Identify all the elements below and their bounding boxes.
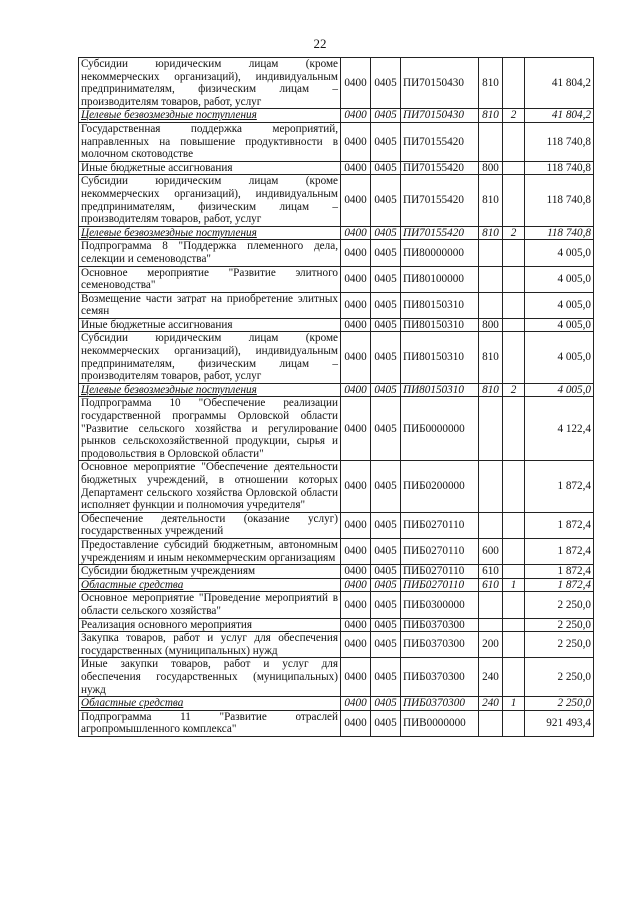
- expense-type-cell: [479, 122, 503, 161]
- section-code-cell: 0400: [341, 538, 371, 564]
- row-name-cell: Субсидии бюджетным учреждениям: [79, 565, 341, 579]
- section-code-cell: 0400: [341, 618, 371, 632]
- expense-type-cell: [479, 266, 503, 292]
- target-article-cell: ПИВ0000000: [401, 710, 479, 736]
- amount-cell: 118 740,8: [525, 226, 594, 240]
- subsection-code-cell: 0405: [371, 618, 401, 632]
- subsection-code-cell: 0405: [371, 175, 401, 226]
- row-name-cell: Целевые безвозмездные поступления: [79, 109, 341, 123]
- section-code-cell: 0400: [341, 318, 371, 332]
- expense-type-cell: 810: [479, 226, 503, 240]
- section-code-cell: 0400: [341, 175, 371, 226]
- funding-source-cell: [503, 266, 525, 292]
- table-row: [79, 512, 594, 538]
- expense-type-cell: [479, 710, 503, 736]
- expense-type-cell: [479, 461, 503, 512]
- target-article-cell: ПИ80100000: [401, 266, 479, 292]
- section-code-cell: 0400: [341, 383, 371, 397]
- budget-table: [78, 57, 594, 737]
- table-row: [79, 658, 594, 697]
- expense-type-cell: 800: [479, 318, 503, 332]
- section-code-cell: 0400: [341, 658, 371, 697]
- target-article-cell: ПИБ0370300: [401, 632, 479, 658]
- section-code-cell: 0400: [341, 578, 371, 592]
- row-name-cell: Иные бюджетные ассигнования: [79, 161, 341, 175]
- row-name-cell: Подпрограмма 10 "Обеспечение реализации государственной программы Орловской области "Развитие сельского хозяйства и регулирование рынков сельскохозяйственной продукции, сырья и продовольствия в Орловской области": [79, 397, 341, 461]
- row-name-cell: Государственная поддержка мероприятий, направленных на повышение продуктивности в молочном скотоводстве: [79, 122, 341, 161]
- amount-cell: 4 005,0: [525, 332, 594, 383]
- target-article-cell: ПИБ0370300: [401, 697, 479, 711]
- funding-source-cell: 1: [503, 697, 525, 711]
- row-name-cell: Субсидии юридическим лицам (кроме некоммерческих организаций), индивидуальным предпринимателям, физическим лицам – производителям товаров, работ, услуг: [79, 332, 341, 383]
- expense-type-cell: [479, 618, 503, 632]
- target-article-cell: ПИ70155420: [401, 226, 479, 240]
- amount-cell: 1 872,4: [525, 461, 594, 512]
- section-code-cell: 0400: [341, 397, 371, 461]
- expense-type-cell: 610: [479, 565, 503, 579]
- subsection-code-cell: 0405: [371, 266, 401, 292]
- row-name-cell: Подпрограмма 8 "Поддержка племенного дела, селекции и семеноводства": [79, 240, 341, 266]
- subsection-code-cell: 0405: [371, 578, 401, 592]
- table-row: [79, 383, 594, 397]
- amount-cell: 1 872,4: [525, 512, 594, 538]
- target-article-cell: ПИБ0270110: [401, 512, 479, 538]
- subsection-code-cell: 0405: [371, 697, 401, 711]
- table-row: [79, 175, 594, 226]
- funding-source-cell: [503, 618, 525, 632]
- subsection-code-cell: 0405: [371, 383, 401, 397]
- table-row: [79, 240, 594, 266]
- table-row: [79, 538, 594, 564]
- section-code-cell: 0400: [341, 332, 371, 383]
- section-code-cell: 0400: [341, 58, 371, 109]
- row-name-cell: Иные закупки товаров, работ и услуг для обеспечения государственных (муниципальных) нужд: [79, 658, 341, 697]
- funding-source-cell: [503, 592, 525, 618]
- amount-cell: 4 005,0: [525, 383, 594, 397]
- expense-type-cell: 800: [479, 161, 503, 175]
- row-name-cell: Субсидии юридическим лицам (кроме некоммерческих организаций), индивидуальным предпринимателям, физическим лицам – производителям товаров, работ, услуг: [79, 175, 341, 226]
- expense-type-cell: 810: [479, 109, 503, 123]
- row-name-cell: Возмещение части затрат на приобретение элитных семян: [79, 292, 341, 318]
- target-article-cell: ПИБ0270110: [401, 578, 479, 592]
- subsection-code-cell: 0405: [371, 538, 401, 564]
- table-row: [79, 632, 594, 658]
- subsection-code-cell: 0405: [371, 318, 401, 332]
- section-code-cell: 0400: [341, 592, 371, 618]
- row-name-cell: Целевые безвозмездные поступления: [79, 383, 341, 397]
- table-row: [79, 318, 594, 332]
- expense-type-cell: 610: [479, 578, 503, 592]
- table-row: [79, 710, 594, 736]
- funding-source-cell: [503, 175, 525, 226]
- amount-cell: 2 250,0: [525, 632, 594, 658]
- subsection-code-cell: 0405: [371, 658, 401, 697]
- section-code-cell: 0400: [341, 461, 371, 512]
- funding-source-cell: [503, 240, 525, 266]
- table-row: [79, 266, 594, 292]
- section-code-cell: 0400: [341, 632, 371, 658]
- funding-source-cell: [503, 565, 525, 579]
- subsection-code-cell: 0405: [371, 161, 401, 175]
- section-code-cell: 0400: [341, 697, 371, 711]
- target-article-cell: ПИ80000000: [401, 240, 479, 266]
- row-name-cell: Целевые безвозмездные поступления: [79, 226, 341, 240]
- target-article-cell: ПИБ0370300: [401, 658, 479, 697]
- amount-cell: 1 872,4: [525, 578, 594, 592]
- funding-source-cell: [503, 58, 525, 109]
- amount-cell: 2 250,0: [525, 697, 594, 711]
- table-row: [79, 578, 594, 592]
- amount-cell: 4 122,4: [525, 397, 594, 461]
- amount-cell: 4 005,0: [525, 318, 594, 332]
- funding-source-cell: 2: [503, 109, 525, 123]
- row-name-cell: Субсидии юридическим лицам (кроме некоммерческих организаций), индивидуальным предпринимателям, физическим лицам – производителям товаров, работ, услуг: [79, 58, 341, 109]
- subsection-code-cell: 0405: [371, 565, 401, 579]
- amount-cell: 118 740,8: [525, 122, 594, 161]
- expense-type-cell: 810: [479, 332, 503, 383]
- target-article-cell: ПИБ0270110: [401, 565, 479, 579]
- expense-type-cell: 810: [479, 175, 503, 226]
- section-code-cell: 0400: [341, 266, 371, 292]
- expense-type-cell: 200: [479, 632, 503, 658]
- section-code-cell: 0400: [341, 122, 371, 161]
- amount-cell: 4 005,0: [525, 240, 594, 266]
- row-name-cell: Иные бюджетные ассигнования: [79, 318, 341, 332]
- table-row: [79, 161, 594, 175]
- target-article-cell: ПИ80150310: [401, 383, 479, 397]
- subsection-code-cell: 0405: [371, 240, 401, 266]
- funding-source-cell: [503, 161, 525, 175]
- expense-type-cell: [479, 292, 503, 318]
- funding-source-cell: [503, 658, 525, 697]
- amount-cell: 2 250,0: [525, 592, 594, 618]
- subsection-code-cell: 0405: [371, 292, 401, 318]
- section-code-cell: 0400: [341, 226, 371, 240]
- section-code-cell: 0400: [341, 109, 371, 123]
- table-row: [79, 122, 594, 161]
- subsection-code-cell: 0405: [371, 461, 401, 512]
- table-row: [79, 332, 594, 383]
- target-article-cell: ПИБ0270110: [401, 538, 479, 564]
- funding-source-cell: [503, 538, 525, 564]
- table-row: [79, 697, 594, 711]
- subsection-code-cell: 0405: [371, 632, 401, 658]
- expense-type-cell: 240: [479, 697, 503, 711]
- amount-cell: 921 493,4: [525, 710, 594, 736]
- row-name-cell: Реализация основного мероприятия: [79, 618, 341, 632]
- funding-source-cell: [503, 332, 525, 383]
- table-row: [79, 592, 594, 618]
- amount-cell: 1 872,4: [525, 565, 594, 579]
- amount-cell: 4 005,0: [525, 292, 594, 318]
- expense-type-cell: [479, 592, 503, 618]
- table-row: [79, 618, 594, 632]
- subsection-code-cell: 0405: [371, 122, 401, 161]
- subsection-code-cell: 0405: [371, 512, 401, 538]
- expense-type-cell: [479, 512, 503, 538]
- table-row: [79, 109, 594, 123]
- row-name-cell: Основное мероприятие "Проведение мероприятий в области сельского хозяйства": [79, 592, 341, 618]
- funding-source-cell: [503, 318, 525, 332]
- funding-source-cell: [503, 512, 525, 538]
- table-row: [79, 397, 594, 461]
- budget-table-body: [79, 58, 594, 737]
- section-code-cell: 0400: [341, 161, 371, 175]
- expense-type-cell: 810: [479, 58, 503, 109]
- target-article-cell: ПИБ0000000: [401, 397, 479, 461]
- expense-type-cell: 810: [479, 383, 503, 397]
- row-name-cell: Основное мероприятие "Обеспечение деятельности бюджетных учреждений, в отношении которых Департамент сельского хозяйства Орловской области исполняет функции и полномочия учредителя": [79, 461, 341, 512]
- expense-type-cell: [479, 397, 503, 461]
- funding-source-cell: [503, 710, 525, 736]
- amount-cell: 1 872,4: [525, 538, 594, 564]
- amount-cell: 2 250,0: [525, 618, 594, 632]
- target-article-cell: ПИ70155420: [401, 175, 479, 226]
- table-row: [79, 58, 594, 109]
- amount-cell: 41 804,2: [525, 109, 594, 123]
- target-article-cell: ПИ70155420: [401, 122, 479, 161]
- target-article-cell: ПИ70150430: [401, 58, 479, 109]
- amount-cell: 41 804,2: [525, 58, 594, 109]
- row-name-cell: Обеспечение деятельности (оказание услуг) государственных учреждений: [79, 512, 341, 538]
- expense-type-cell: 600: [479, 538, 503, 564]
- row-name-cell: Основное мероприятие "Развитие элитного семеноводства": [79, 266, 341, 292]
- table-row: [79, 226, 594, 240]
- target-article-cell: ПИ70155420: [401, 161, 479, 175]
- target-article-cell: ПИБ0200000: [401, 461, 479, 512]
- section-code-cell: 0400: [341, 512, 371, 538]
- target-article-cell: ПИ80150310: [401, 318, 479, 332]
- funding-source-cell: [503, 632, 525, 658]
- section-code-cell: 0400: [341, 240, 371, 266]
- target-article-cell: ПИБ0300000: [401, 592, 479, 618]
- table-row: [79, 292, 594, 318]
- table-row: [79, 461, 594, 512]
- row-name-cell: Областные средства: [79, 697, 341, 711]
- section-code-cell: 0400: [341, 292, 371, 318]
- subsection-code-cell: 0405: [371, 710, 401, 736]
- subsection-code-cell: 0405: [371, 592, 401, 618]
- section-code-cell: 0400: [341, 565, 371, 579]
- row-name-cell: Предоставление субсидий бюджетным, автономным учреждениям и иным некоммерческим организациям: [79, 538, 341, 564]
- target-article-cell: ПИ70150430: [401, 109, 479, 123]
- funding-source-cell: [503, 122, 525, 161]
- subsection-code-cell: 0405: [371, 226, 401, 240]
- funding-source-cell: 2: [503, 226, 525, 240]
- amount-cell: 4 005,0: [525, 266, 594, 292]
- row-name-cell: Подпрограмма 11 "Развитие отраслей агропромышленного комплекса": [79, 710, 341, 736]
- funding-source-cell: [503, 461, 525, 512]
- row-name-cell: Областные средства: [79, 578, 341, 592]
- target-article-cell: ПИ80150310: [401, 292, 479, 318]
- table-row: [79, 565, 594, 579]
- expense-type-cell: 240: [479, 658, 503, 697]
- amount-cell: 2 250,0: [525, 658, 594, 697]
- section-code-cell: 0400: [341, 710, 371, 736]
- page-number: 22: [313, 36, 327, 51]
- funding-source-cell: [503, 292, 525, 318]
- funding-source-cell: [503, 397, 525, 461]
- row-name-cell: Закупка товаров, работ и услуг для обеспечения государственных (муниципальных) нужд: [79, 632, 341, 658]
- target-article-cell: ПИ80150310: [401, 332, 479, 383]
- amount-cell: 118 740,8: [525, 161, 594, 175]
- subsection-code-cell: 0405: [371, 397, 401, 461]
- subsection-code-cell: 0405: [371, 109, 401, 123]
- subsection-code-cell: 0405: [371, 58, 401, 109]
- funding-source-cell: 1: [503, 578, 525, 592]
- subsection-code-cell: 0405: [371, 332, 401, 383]
- amount-cell: 118 740,8: [525, 175, 594, 226]
- target-article-cell: ПИБ0370300: [401, 618, 479, 632]
- funding-source-cell: 2: [503, 383, 525, 397]
- expense-type-cell: [479, 240, 503, 266]
